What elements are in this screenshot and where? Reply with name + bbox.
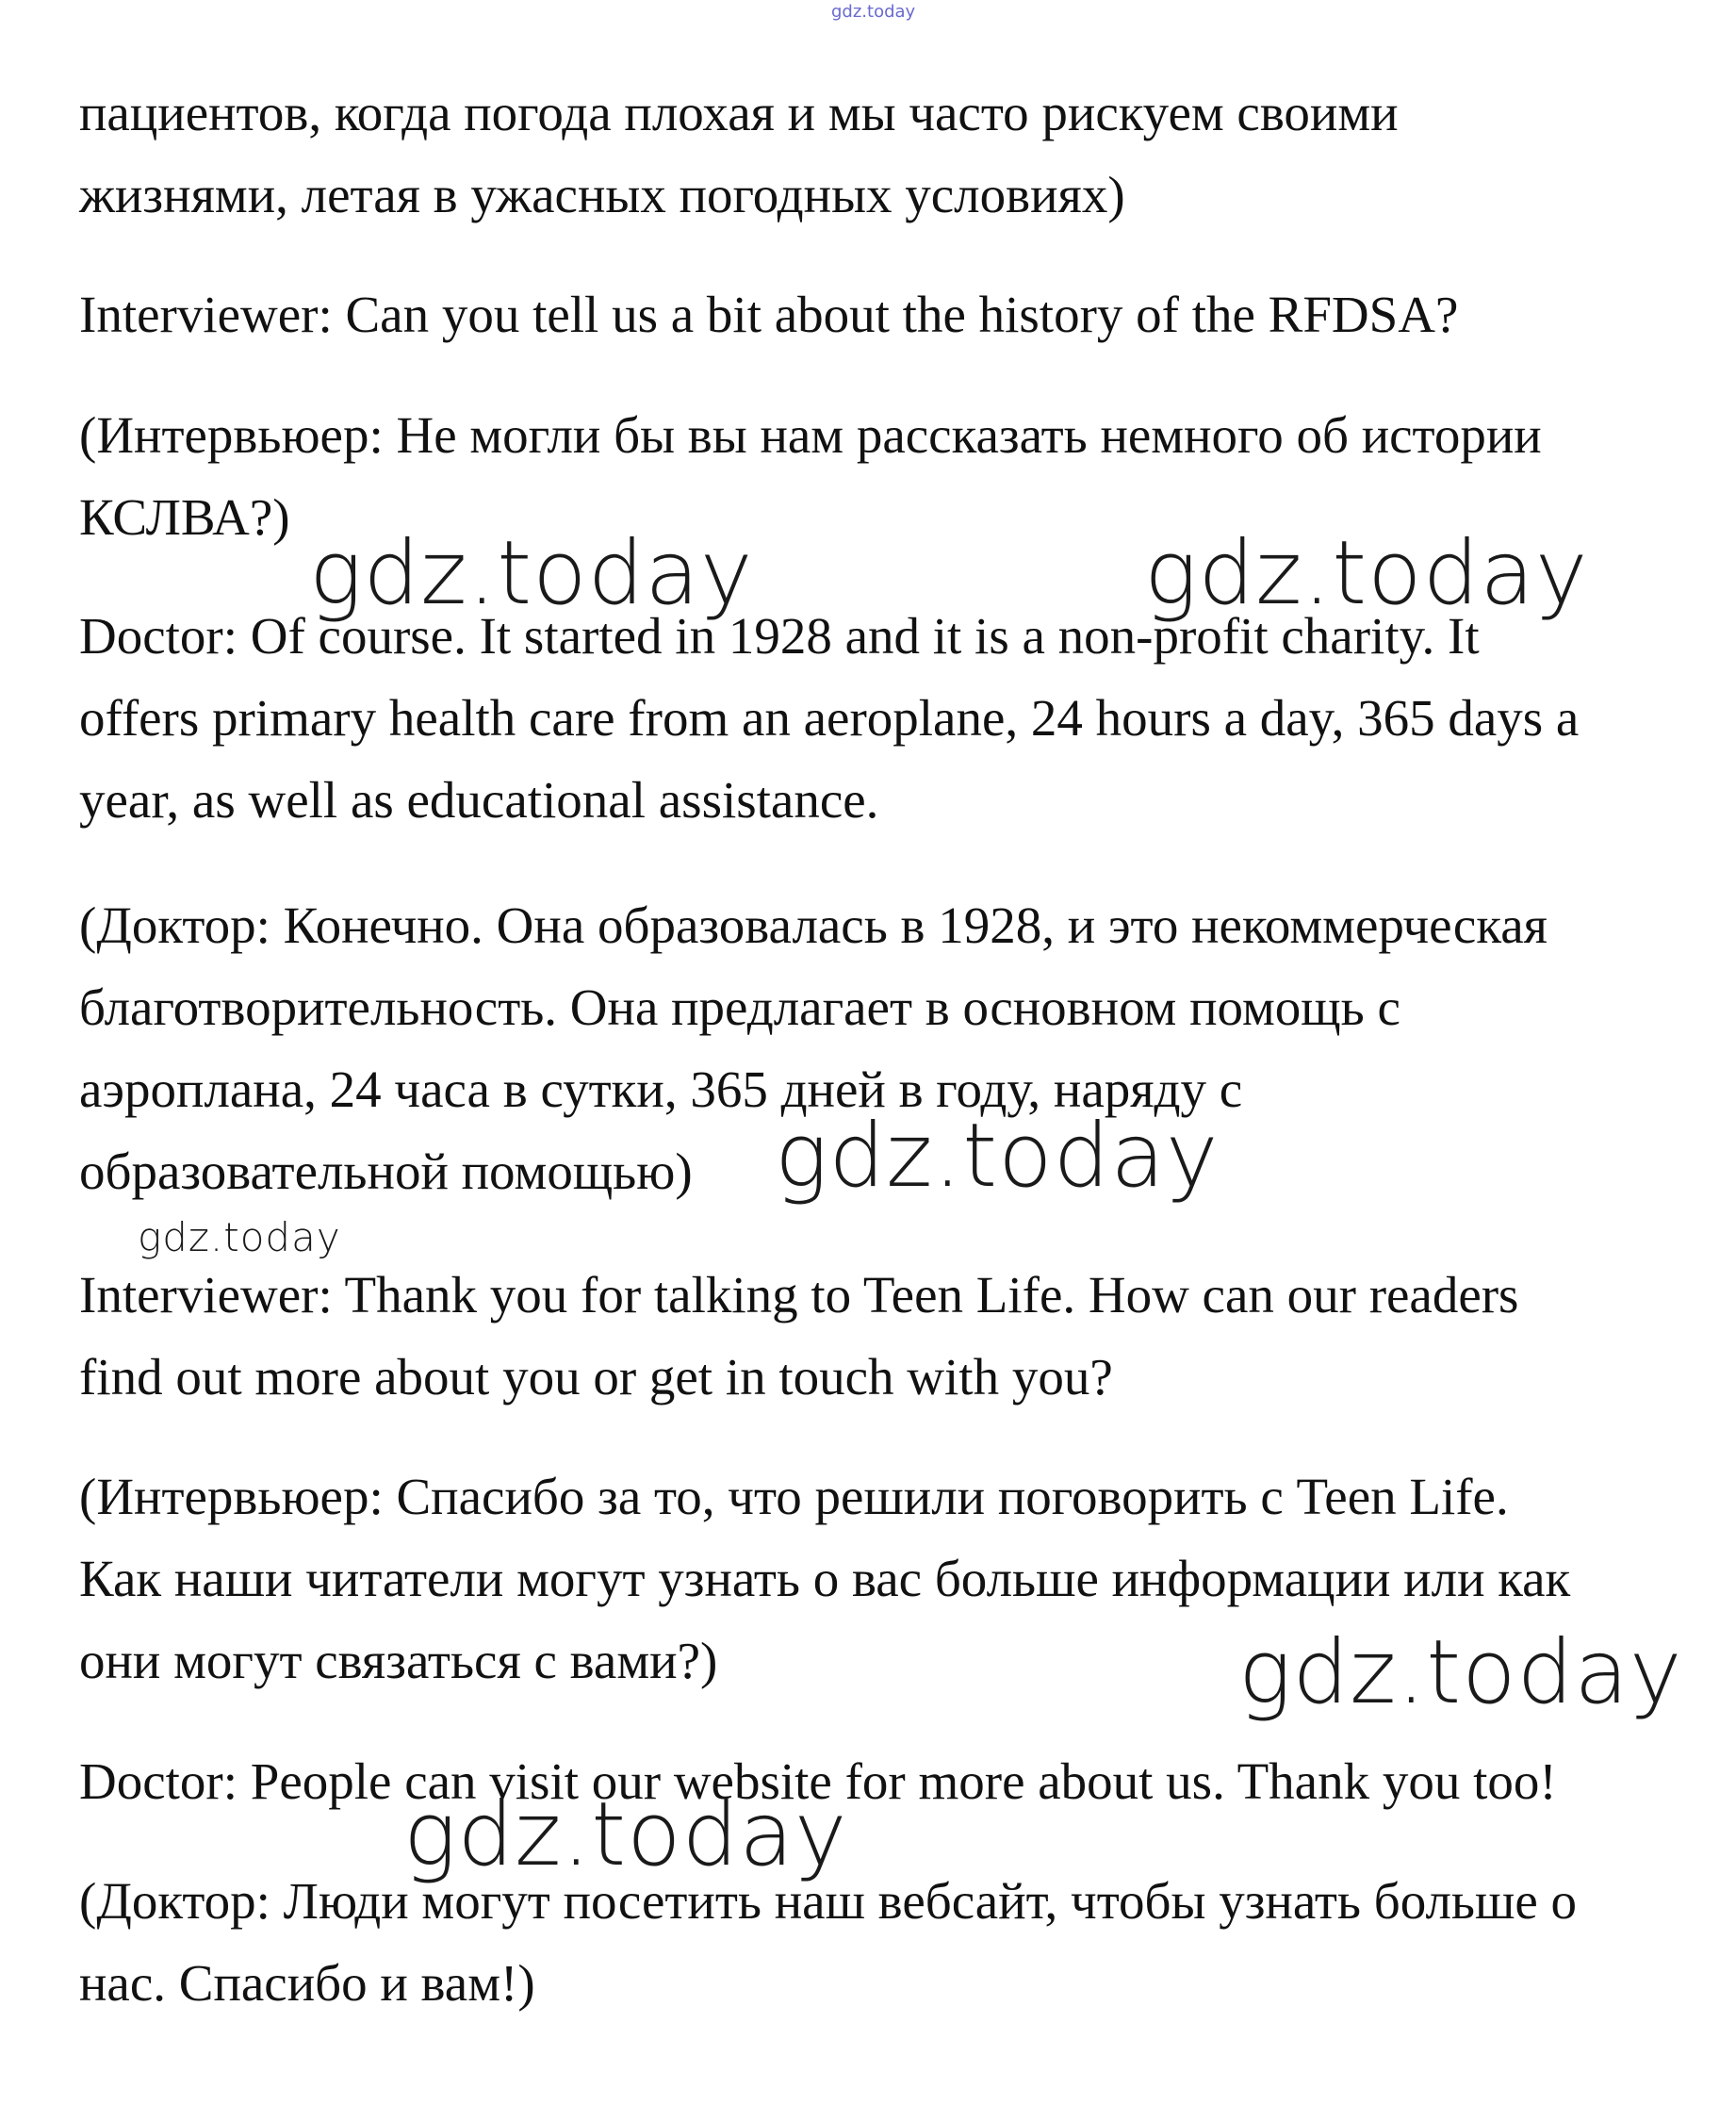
text-line: (Доктор: Люди могут посетить наш вебсайт, чтобы узнать больше о: [79, 1872, 1578, 1930]
watermark: gdz.today: [309, 522, 754, 625]
text-line: (Интервьюер: Спасибо за то, что решили поговорить с Teen Life.: [79, 1468, 1509, 1525]
text-line: жизнями, летая в ужасных погодных условиях): [79, 166, 1125, 223]
text-line: find out more about you or get in touch with you?: [79, 1348, 1113, 1406]
paragraph-interviewer-question: [79, 273, 1700, 355]
text-line: (Доктор: Конечно. Она образовалась в 1928, и это некоммерческая: [79, 896, 1548, 954]
text-line: Doctor: Of course. It started in 1928 and it is a non-profit charity. It: [79, 607, 1480, 665]
text-line: КСЛВА?): [79, 488, 290, 546]
text-line: нас. Спасибо и вам!): [79, 1954, 535, 2012]
text-line: они могут связаться с вами?): [79, 1632, 718, 1689]
text-line: пациентов, когда погода плохая и мы часто рискуем своими: [79, 84, 1399, 141]
text-line: образовательной помощью): [79, 1143, 693, 1200]
watermark-top: gdz.today: [831, 2, 916, 22]
text-line: Doctor: People can visit our website for more about us. Thank you too!: [79, 1752, 1557, 1810]
watermark: gdz.today: [403, 1784, 848, 1886]
watermark: gdz.today: [1238, 1621, 1683, 1724]
paragraph-doctor-answer: [79, 595, 1700, 841]
paragraph-doctor-closing: [79, 1740, 1700, 1822]
watermark: gdz.today: [1144, 522, 1589, 625]
text-line: year, as well as educational assistance.: [79, 771, 879, 829]
text-line: offers primary health care from an aeroplane, 24 hours a day, 365 days a: [79, 689, 1580, 747]
paragraph-doctor-closing-translation: [79, 1860, 1700, 2024]
text-line: Interviewer: Can you tell us a bit about the history of the RFDSA?: [79, 286, 1459, 343]
text-line: Как наши читатели могут узнать о вас больше информации или как: [79, 1550, 1571, 1607]
paragraph-interviewer-thanks: [79, 1254, 1700, 1418]
text-line: (Интервьюер: Не могли бы вы нам рассказать немного об истории: [79, 406, 1542, 464]
watermark: gdz.today: [138, 1214, 341, 1260]
paragraph-continuation: [79, 72, 1700, 236]
text-line: благотворительность. Она предлагает в основном помощь с: [79, 978, 1400, 1036]
text-line: аэроплана, 24 часа в сутки, 365 дней в году, наряду с: [79, 1060, 1243, 1118]
watermark: gdz.today: [775, 1105, 1220, 1208]
text-line: Interviewer: Thank you for talking to Teen Life. How can our readers: [79, 1266, 1519, 1324]
